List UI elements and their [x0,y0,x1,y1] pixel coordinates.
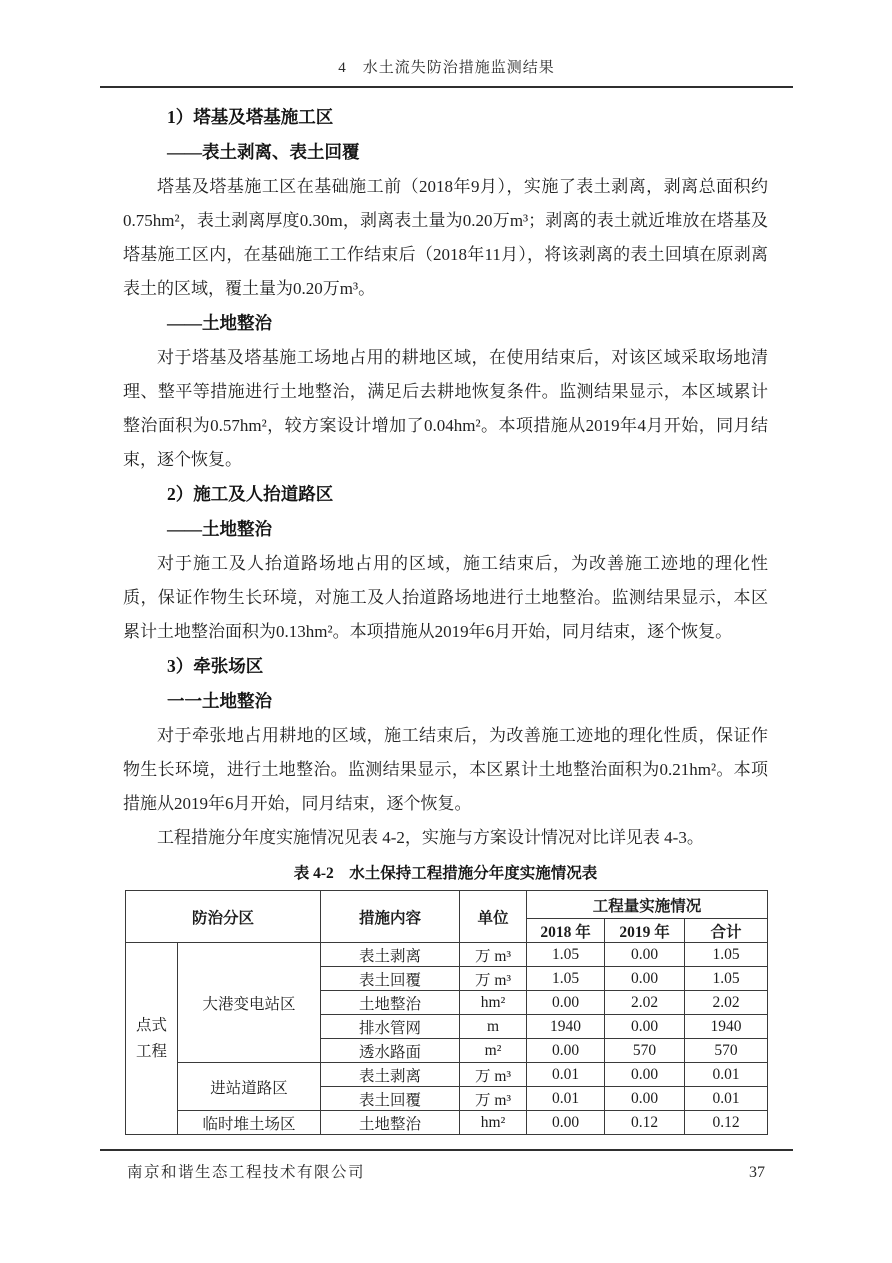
value-2019-cell: 0.00 [605,1063,685,1087]
value-total-cell: 0.01 [685,1087,768,1111]
value-2018-cell: 1.05 [527,943,605,967]
table-caption: 表 4-2 水土保持工程措施分年度实施情况表 [293,865,598,882]
table-header-row-1 [126,891,768,919]
heading-construction-road-zone: 2）施工及人抬道路区 [167,484,334,504]
value-2018-cell: 0.01 [527,1087,605,1111]
heading-tower-base-zone: 1）塔基及塔基施工区 [167,107,334,127]
unit-cell: 万 m³ [460,967,527,991]
measure-cell: 表土回覆 [321,1087,460,1111]
value-2019-cell: 2.02 [605,991,685,1015]
page-footer [100,1149,793,1182]
value-2018-cell: 0.00 [527,1111,605,1135]
unit-cell: 万 m³ [460,1087,527,1111]
header-unit-cell: 单位 [460,891,527,943]
table-row [126,1063,768,1087]
header-zone-cell: 防治分区 [126,891,321,943]
value-2018-cell: 1.05 [527,967,605,991]
zone-cell: 进站道路区 [178,1063,321,1111]
value-2018-cell: 0.01 [527,1063,605,1087]
unit-cell: m [460,1015,527,1039]
value-2019-cell: 0.12 [605,1111,685,1135]
value-2018-cell: 1940 [527,1015,605,1039]
value-2019-cell: 0.00 [605,943,685,967]
value-total-cell: 1.05 [685,967,768,991]
category-cell: 点式工程 [126,943,178,1135]
page-header [100,56,793,88]
unit-cell: 万 m³ [460,943,527,967]
measure-cell: 排水管网 [321,1015,460,1039]
value-2019-cell: 570 [605,1039,685,1063]
value-2019-cell: 0.00 [605,1015,685,1039]
measure-cell: 透水路面 [321,1039,460,1063]
paragraph-topsoil-strip-return: 塔基及塔基施工区在基础施工前（2018年9月），实施了表土剥离，剥离总面积约0.75hm²，表土剥离厚度0.30m，剥离表土量为0.20万m³；剥离的表土就近堆放在塔基及塔基施工区内，在基础施工工作结束后（2018年11月），将该剥离的表土回填在原剥离表土的区域，覆土量为0.20万m³。 [123,177,768,298]
measure-cell: 表土回覆 [321,967,460,991]
value-total-cell: 570 [685,1039,768,1063]
measure-cell: 表土剥离 [321,1063,460,1087]
header-year-2018-cell: 2018 年 [527,919,605,943]
header-impl-cell: 工程量实施情况 [527,891,768,919]
footer-page-number: 37 [749,1164,765,1181]
impl-table [125,890,768,1135]
unit-cell: hm² [460,1111,527,1135]
value-total-cell: 0.01 [685,1063,768,1087]
subheading-land-rehab-tower: ——土地整治 [167,313,272,333]
value-total-cell: 2.02 [685,991,768,1015]
header-year-2019-cell: 2019 年 [605,919,685,943]
zone-cell: 大港变电站区 [178,943,321,1063]
value-2019-cell: 0.00 [605,1087,685,1111]
value-total-cell: 0.12 [685,1111,768,1135]
measure-cell: 表土剥离 [321,943,460,967]
measure-cell: 土地整治 [321,991,460,1015]
value-2019-cell: 0.00 [605,967,685,991]
running-header-title: 4 水土流失防治措施监测结果 [338,60,555,76]
zone-cell: 临时堆土场区 [178,1111,321,1135]
value-2018-cell: 0.00 [527,991,605,1015]
paragraph-land-rehab-tower: 对于塔基及塔基施工场地占用的耕地区域，在使用结束后，对该区域采取场地清理、整平等措施进行土地整治，满足后去耕地恢复条件。监测结果显示，本区域累计整治面积为0.57hm²，较方案设计增加了0.04hm²。本项措施从2019年4月开始，同月结束，逐个恢复。 [123,348,768,469]
value-total-cell: 1940 [685,1015,768,1039]
footer-company: 南京和谐生态工程技术有限公司 [127,1164,366,1181]
page-body [123,100,768,1135]
table-row [126,943,768,967]
subheading-topsoil-strip-return: ——表土剥离、表土回覆 [167,142,360,162]
value-total-cell: 1.05 [685,943,768,967]
paragraph-land-rehab-road: 对于施工及人抬道路场地占用的区域，施工结束后，为改善施工迹地的理化性质，保证作物生长环境，对施工及人抬道路场地进行土地整治。监测结果显示，本区累计土地整治面积为0.13hm²。本项措施从2019年6月开始，同月结束，逐个恢复。 [123,554,768,641]
heading-tension-field-zone: 3）牵张场区 [167,656,264,676]
subheading-land-rehab-road: ——土地整治 [167,519,272,539]
paragraph-table-intro: 工程措施分年度实施情况见表 4-2，实施与方案设计情况对比详见表 4-3。 [157,828,704,847]
table-row [126,1111,768,1135]
paragraph-land-rehab-tension: 对于牵张地占用耕地的区域，施工结束后，为改善施工迹地的理化性质，保证作物生长环境，进行土地整治。监测结果显示，本区累计土地整治面积为0.21hm²。本项措施从2019年6月开始，同月结束，逐个恢复。 [123,726,768,813]
unit-cell: hm² [460,991,527,1015]
impl-table-body [126,943,768,1135]
subheading-land-rehab-tension: 一一土地整治 [167,691,272,711]
unit-cell: 万 m³ [460,1063,527,1087]
measure-cell: 土地整治 [321,1111,460,1135]
unit-cell: m² [460,1039,527,1063]
impl-table-head [126,891,768,943]
header-measure-cell: 措施内容 [321,891,460,943]
value-2018-cell: 0.00 [527,1039,605,1063]
header-total-cell: 合计 [685,919,768,943]
